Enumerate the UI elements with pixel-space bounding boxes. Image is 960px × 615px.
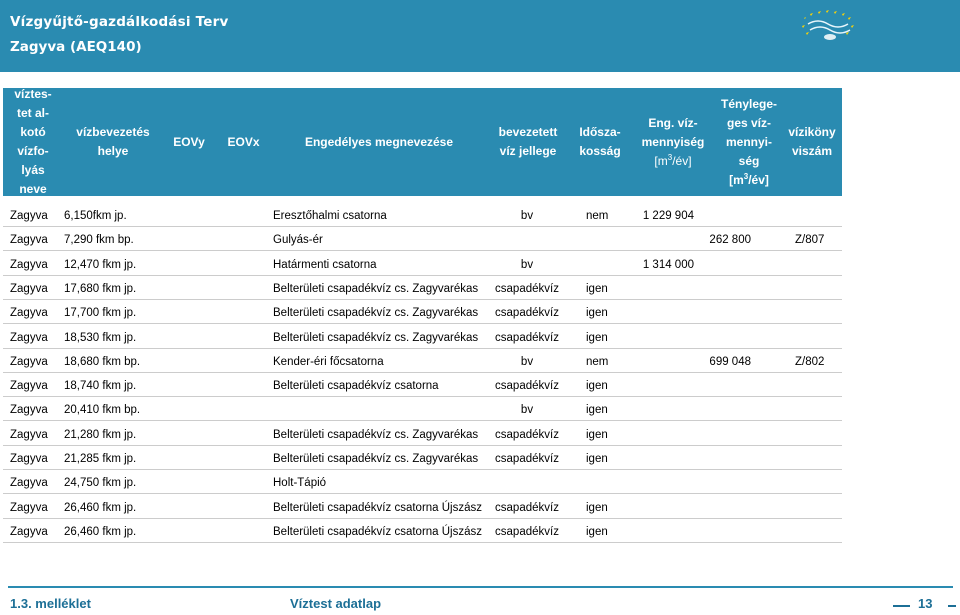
col-header-eovy: EOVy bbox=[173, 134, 205, 149]
table-row bbox=[0, 496, 960, 520]
col-header-river: víztes- tet al- kotó vízfo- lyás neve bbox=[14, 87, 52, 196]
table-row bbox=[0, 228, 960, 252]
cell-water-type: csapadékvíz bbox=[495, 331, 559, 344]
eu-water-logo-icon bbox=[796, 6, 866, 44]
cell-place: 12,470 fkm jp. bbox=[64, 258, 137, 271]
cell-periodicity: igen bbox=[586, 525, 608, 538]
cell-place: 7,290 fkm bp. bbox=[64, 234, 134, 247]
cell-permit-holder: Holt-Tápió bbox=[273, 477, 327, 490]
col-header-permitted-volume: Eng. víz- mennyiség $[m^3/év]$ bbox=[641, 115, 705, 168]
cell-permit-holder: Belterületi csapadékvíz cs. Zagyvarékas bbox=[273, 428, 479, 441]
col-header-water-type: bevezetett víz jellege bbox=[498, 125, 558, 158]
cell-place: 21,280 fkm jp. bbox=[64, 428, 137, 441]
table-row bbox=[0, 374, 960, 398]
document-subtitle: Zagyva (AEQ140) bbox=[10, 39, 142, 55]
cell-water-type: bv bbox=[520, 210, 534, 222]
cell-place: 24,750 fkm jp. bbox=[64, 477, 137, 490]
table-row bbox=[0, 277, 960, 301]
cell-river: Zagyva bbox=[10, 234, 48, 247]
cell-water-book: Z/807 bbox=[795, 234, 825, 247]
cell-periodicity: igen bbox=[586, 501, 608, 514]
cell-river: Zagyva bbox=[10, 501, 48, 514]
cell-water-type: bv bbox=[520, 355, 534, 368]
cell-permit-holder: Belterületi csapadékvíz cs. Zagyvarékas bbox=[273, 307, 479, 320]
table-row bbox=[0, 520, 960, 544]
footer-appendix: 1.3. melléklet bbox=[10, 596, 91, 611]
cell-permit-holder: Belterületi csapadékvíz csatorna Újszász bbox=[273, 525, 483, 538]
cell-place: 18,530 fkm jp. bbox=[64, 331, 137, 344]
cell-permit-holder: Belterületi csapadékvíz csatorna bbox=[273, 380, 439, 393]
cell-actual-volume: 699 048 bbox=[709, 355, 751, 368]
table-row bbox=[0, 423, 960, 447]
cell-river: Zagyva bbox=[10, 428, 48, 441]
cell-water-type: bv bbox=[520, 404, 534, 417]
cell-periodicity: igen bbox=[586, 428, 608, 441]
footer-document-name: Víztest adatlap bbox=[290, 596, 382, 611]
table-header bbox=[3, 88, 842, 196]
cell-river: Zagyva bbox=[10, 355, 48, 368]
cell-actual-volume: 262 800 bbox=[709, 234, 751, 247]
page-number: 13 bbox=[918, 596, 933, 611]
cell-water-type: csapadékvíz bbox=[495, 501, 559, 514]
document-title: Vízgyűjtő-gazdálkodási Terv bbox=[10, 14, 229, 30]
col-header-actual-volume: Ténylege- ges víz- mennyi- ség $[m^3/év]$ bbox=[720, 96, 777, 187]
cell-place: 18,680 fkm bp. bbox=[64, 355, 141, 368]
cell-river: Zagyva bbox=[10, 331, 48, 344]
cell-permit-holder: Belterületi csapadékvíz cs. Zagyvarékas bbox=[273, 282, 479, 295]
col-header-water-book: víziköny viszám bbox=[788, 125, 836, 158]
cell-river: Zagyva bbox=[10, 282, 48, 295]
cell-permit-holder: Belterületi csapadékvíz csatorna Újszász bbox=[273, 501, 483, 514]
cell-periodicity: igen bbox=[586, 404, 608, 417]
cell-river: Zagyva bbox=[10, 380, 48, 393]
col-header-permit-holder: Engedélyes megnevezése bbox=[304, 134, 454, 149]
cell-permit-holder: Gulyás-ér bbox=[273, 234, 323, 247]
cell-water-type: csapadékvíz bbox=[495, 428, 559, 441]
cell-place: 26,460 fkm jp. bbox=[64, 501, 137, 514]
footer-dash bbox=[893, 605, 910, 607]
cell-river: Zagyva bbox=[10, 525, 48, 538]
cell-water-type: csapadékvíz bbox=[495, 282, 559, 295]
cell-periodicity: igen bbox=[586, 453, 608, 465]
cell-river: Zagyva bbox=[10, 258, 48, 271]
cell-river: Zagyva bbox=[10, 453, 48, 465]
cell-place: 26,460 fkm jp. bbox=[64, 525, 137, 538]
table-row bbox=[0, 253, 960, 277]
table-row bbox=[0, 301, 960, 325]
cell-periodicity: nem bbox=[586, 355, 609, 368]
cell-place: 18,740 fkm jp. bbox=[64, 380, 137, 393]
header-band bbox=[0, 0, 960, 72]
cell-water-type: csapadékvíz bbox=[495, 525, 559, 538]
table-row bbox=[0, 398, 960, 422]
cell-place: 6,150fkm jp. bbox=[64, 210, 127, 222]
cell-water-book: Z/802 bbox=[795, 355, 825, 368]
cell-place: 17,680 fkm jp. bbox=[64, 282, 137, 295]
cell-place: 20,410 fkm bp. bbox=[64, 404, 141, 417]
cell-permit-holder: Belterületi csapadékvíz cs. Zagyvarékas bbox=[273, 453, 479, 465]
cell-water-type: csapadékvíz bbox=[495, 380, 559, 393]
cell-water-type: csapadékvíz bbox=[495, 453, 559, 465]
cell-river: Zagyva bbox=[10, 477, 48, 490]
table-row bbox=[0, 204, 960, 228]
table-row bbox=[0, 471, 960, 495]
cell-place: 17,700 fkm jp. bbox=[64, 307, 137, 320]
table-row bbox=[0, 350, 960, 374]
col-header-place: vízbevezetés helye bbox=[76, 125, 150, 158]
cell-periodicity: igen bbox=[586, 282, 608, 295]
cell-river: Zagyva bbox=[10, 404, 48, 417]
footer-dash bbox=[948, 605, 956, 607]
cell-river: Zagyva bbox=[10, 210, 48, 222]
cell-periodicity: igen bbox=[586, 331, 608, 344]
cell-water-type: csapadékvíz bbox=[495, 307, 559, 320]
col-header-eovx: EOVx bbox=[227, 134, 260, 149]
cell-permit-holder: Belterületi csapadékvíz cs. Zagyvarékas bbox=[273, 331, 479, 344]
cell-river: Zagyva bbox=[10, 307, 48, 320]
footer-rule bbox=[8, 586, 953, 588]
cell-permit-holder: Eresztőhalmi csatorna bbox=[273, 210, 387, 222]
cell-permit-holder: Kender-éri főcsatorna bbox=[273, 355, 384, 368]
cell-place: 21,285 fkm jp. bbox=[64, 453, 137, 465]
cell-water-type: bv bbox=[520, 258, 534, 271]
cell-periodicity: nem bbox=[586, 210, 609, 222]
table-row bbox=[0, 447, 960, 471]
cell-permitted-volume: 1 314 000 bbox=[642, 258, 694, 271]
cell-permit-holder: Határmenti csatorna bbox=[273, 258, 377, 271]
cell-periodicity: igen bbox=[586, 307, 608, 320]
cell-periodicity: igen bbox=[586, 380, 608, 393]
col-header-periodicity: Idősza- kosság bbox=[579, 125, 621, 158]
table-row bbox=[0, 326, 960, 350]
cell-permitted-volume: 1 229 904 bbox=[642, 210, 694, 222]
